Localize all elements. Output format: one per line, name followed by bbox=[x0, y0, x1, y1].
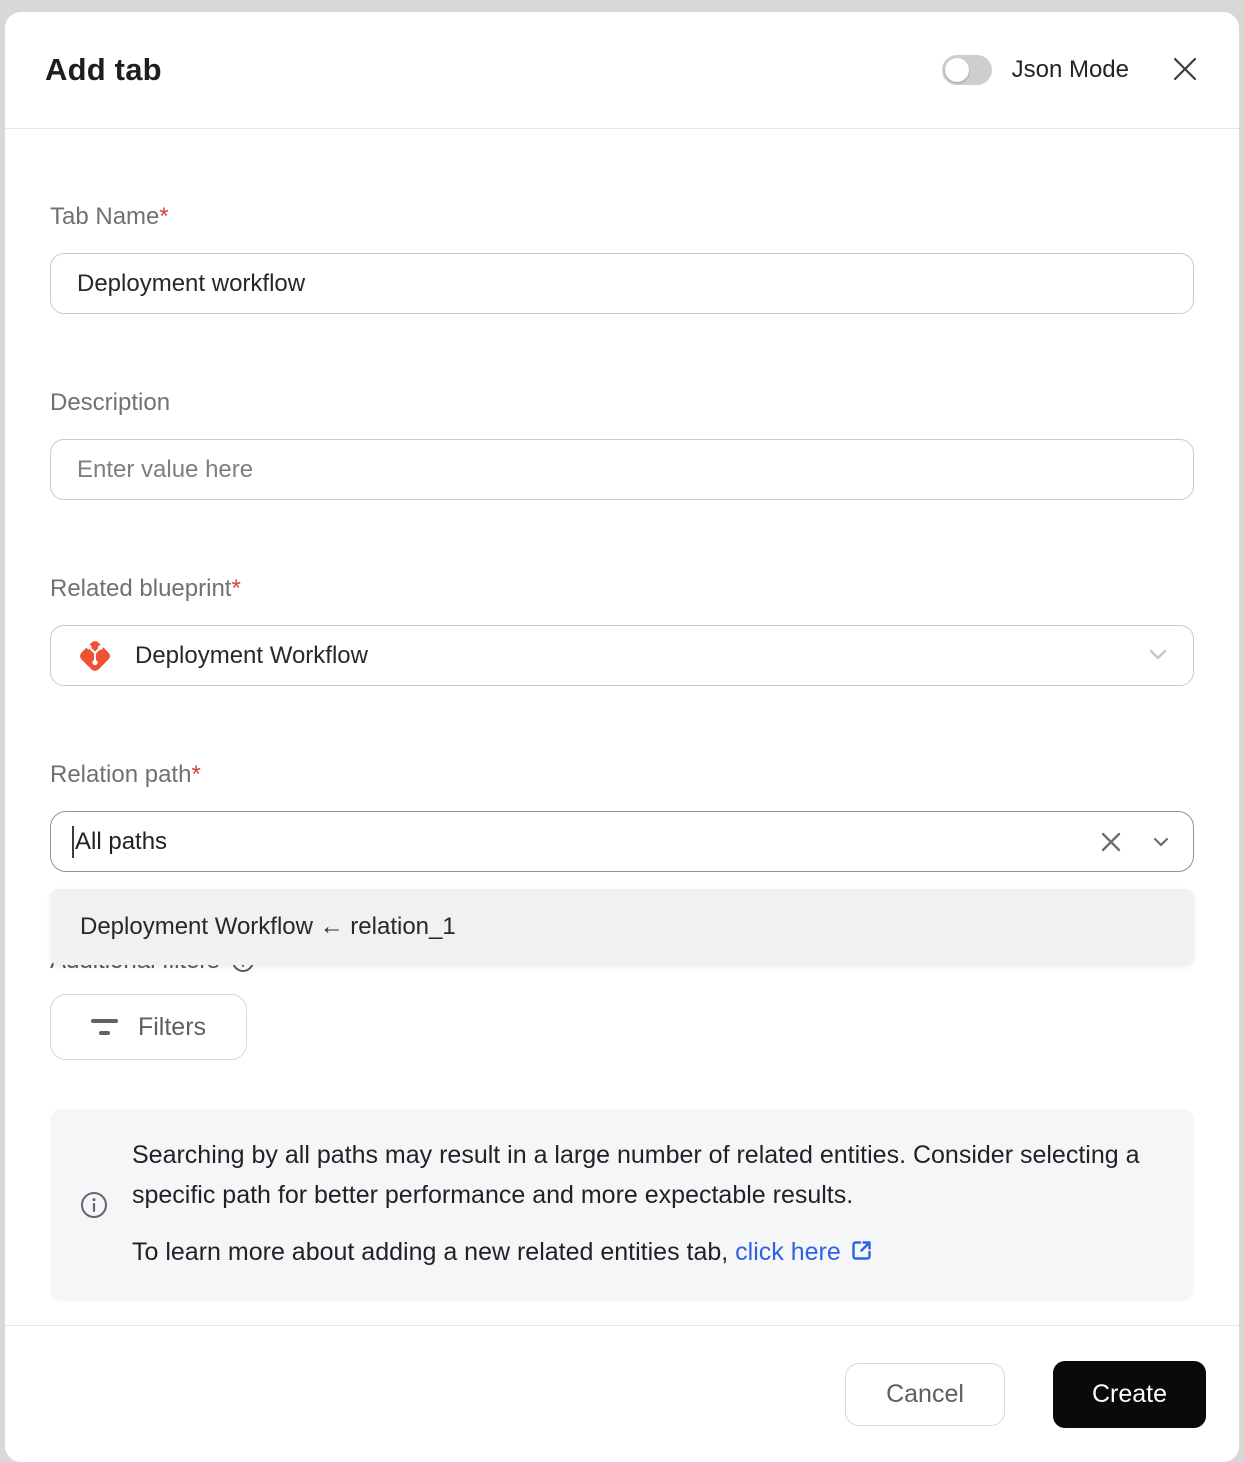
chevron-down-icon[interactable] bbox=[1149, 647, 1167, 665]
add-tab-modal bbox=[5, 12, 1239, 1462]
info-box bbox=[50, 1109, 1194, 1301]
info-paragraph-2: To learn more about adding a new related entities tab, click here bbox=[132, 1232, 1160, 1275]
relation-path-label: Relation path* bbox=[50, 761, 201, 788]
git-icon bbox=[77, 638, 113, 674]
chevron-down-icon[interactable] bbox=[1153, 837, 1169, 847]
relation-path-value: All paths bbox=[75, 827, 168, 855]
required-asterisk: * bbox=[191, 761, 201, 788]
related-blueprint-group bbox=[50, 575, 1194, 686]
filters-button[interactable]: Filters bbox=[50, 994, 247, 1060]
toggle-knob bbox=[945, 58, 969, 82]
json-mode-label: Json Mode bbox=[1011, 56, 1129, 83]
info-paragraph-1: Searching by all paths may result in a large number of related entities. Consider selecting a specific path for better performance and more expectable results. bbox=[132, 1141, 1140, 1209]
close-button[interactable] bbox=[1171, 56, 1199, 84]
related-blueprint-value: Deployment Workflow bbox=[135, 641, 368, 669]
tab-name-label: Tab Name* bbox=[50, 203, 169, 230]
external-link-icon[interactable] bbox=[849, 1235, 874, 1275]
info-icon bbox=[80, 1191, 108, 1219]
json-mode-toggle[interactable] bbox=[942, 55, 992, 85]
filter-icon bbox=[91, 1019, 118, 1035]
required-asterisk: * bbox=[231, 575, 241, 602]
tab-name-input[interactable] bbox=[50, 253, 1194, 314]
info-text bbox=[132, 1135, 1160, 1275]
relation-path-group bbox=[50, 761, 1194, 975]
description-input[interactable] bbox=[50, 439, 1194, 500]
relation-path-input[interactable] bbox=[50, 811, 1194, 872]
modal-body bbox=[5, 203, 1239, 1301]
create-button[interactable]: Create bbox=[1053, 1361, 1206, 1428]
required-asterisk: * bbox=[159, 203, 169, 230]
cancel-button[interactable]: Cancel bbox=[845, 1363, 1005, 1426]
relation-path-dropdown bbox=[50, 889, 1194, 965]
related-blueprint-select[interactable] bbox=[50, 625, 1194, 686]
clear-icon[interactable] bbox=[1099, 830, 1123, 854]
related-blueprint-label: Related blueprint* bbox=[50, 575, 241, 602]
page-title: Add tab bbox=[45, 52, 162, 87]
dropdown-option[interactable]: Deployment Workflow ← relation_1 bbox=[80, 913, 456, 940]
click-here-link[interactable]: click here bbox=[735, 1238, 841, 1266]
modal-footer bbox=[5, 1325, 1239, 1462]
description-group bbox=[50, 389, 1194, 500]
header-actions bbox=[942, 55, 1199, 85]
tab-name-group bbox=[50, 203, 1194, 314]
text-cursor bbox=[72, 826, 74, 858]
close-icon bbox=[1172, 56, 1198, 85]
description-label: Description bbox=[50, 389, 171, 416]
modal-header bbox=[5, 12, 1239, 129]
